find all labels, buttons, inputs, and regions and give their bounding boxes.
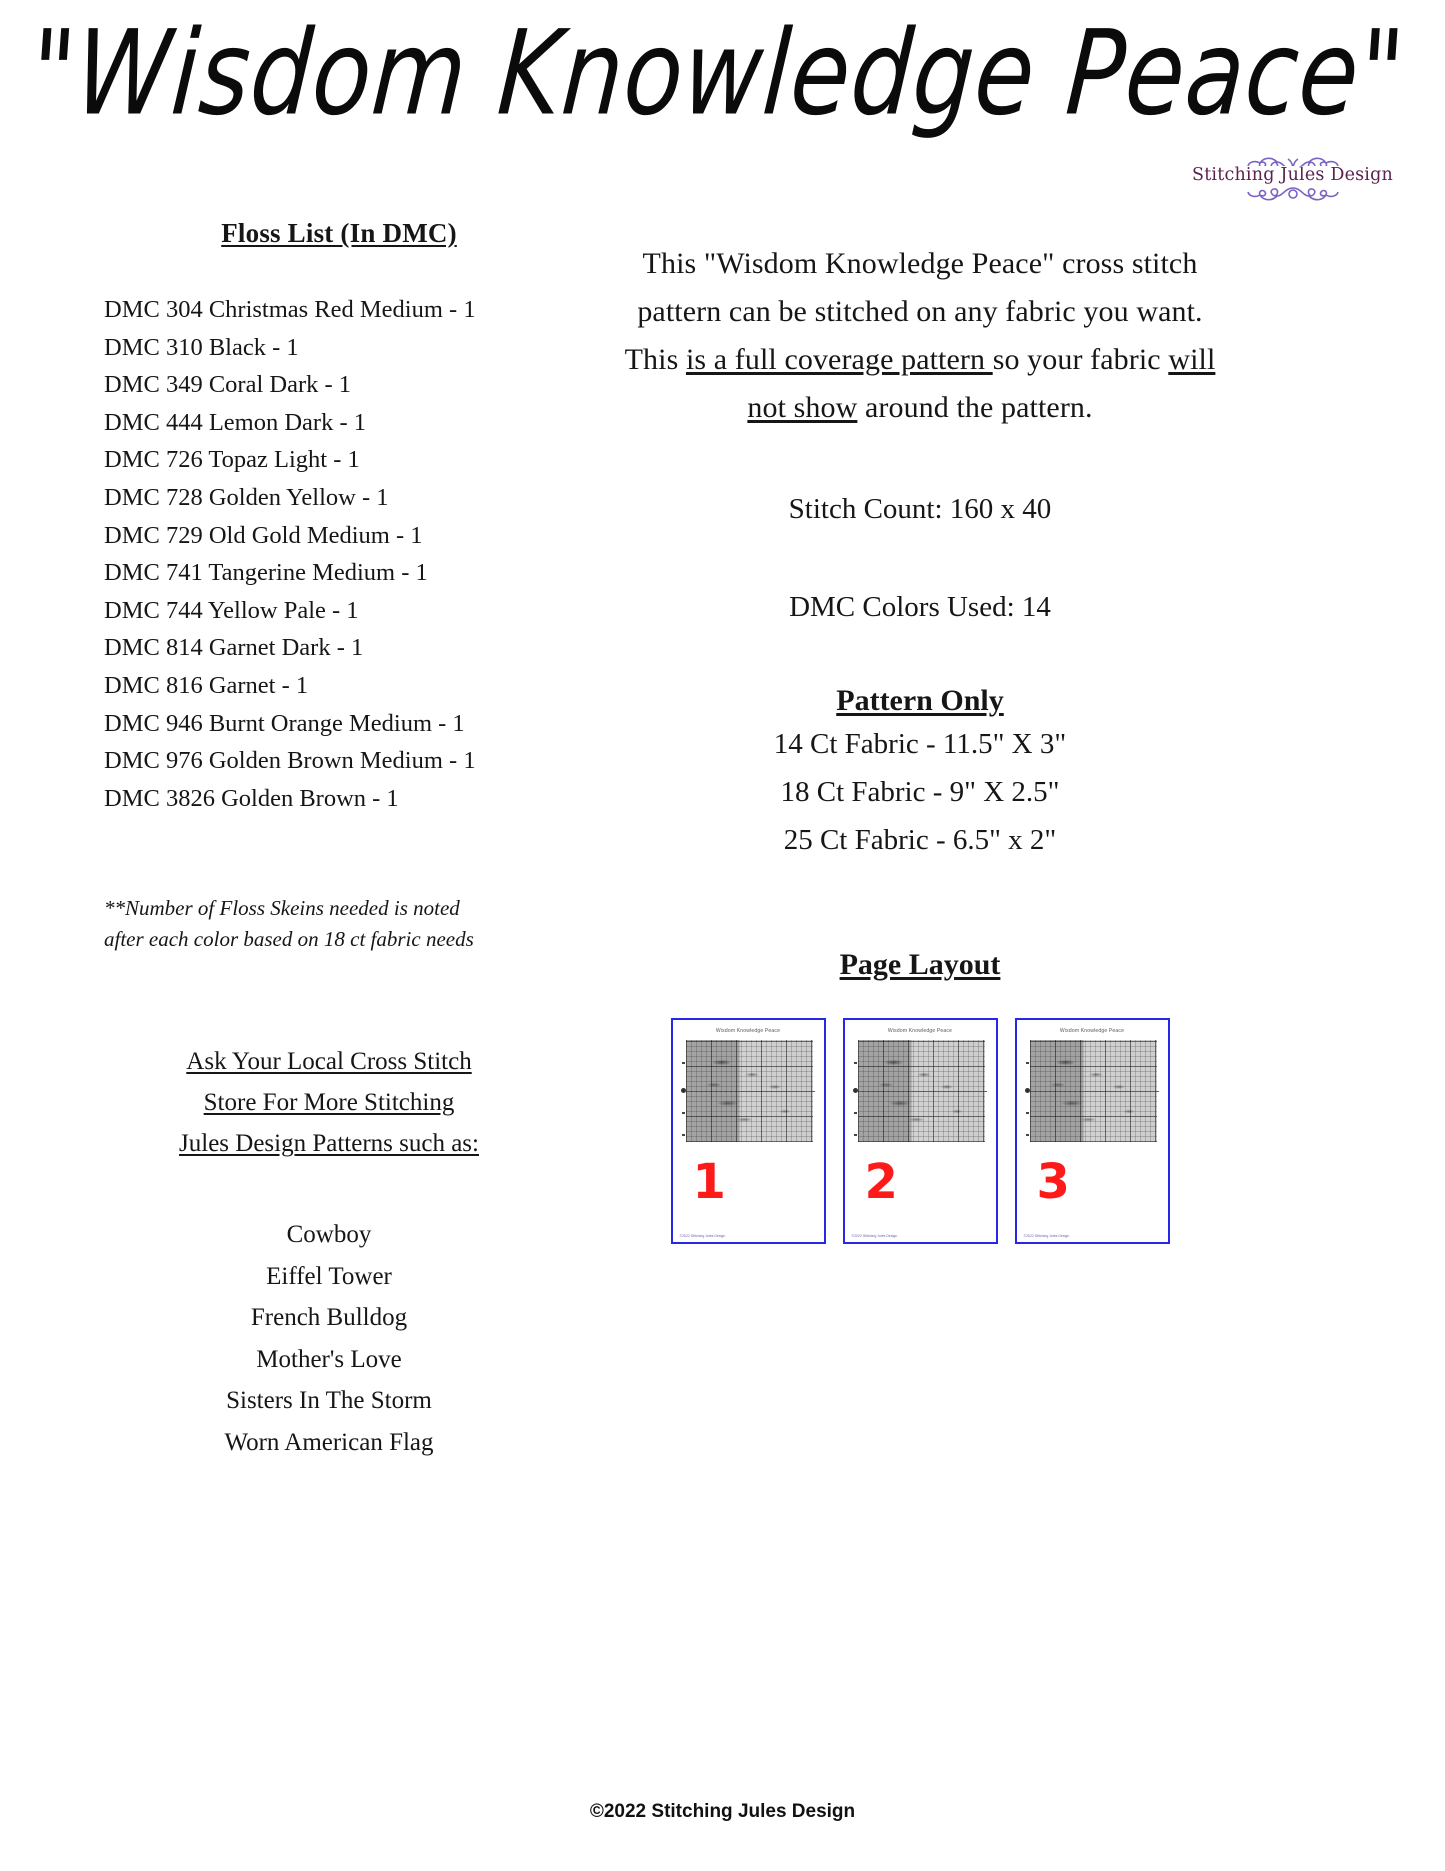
page-footer: ©2022 Stitching Jules Design: [589, 1801, 856, 1822]
list-item: DMC 741 Tangerine Medium - 1: [104, 559, 428, 587]
logo-flourish-bottom-icon: [1185, 186, 1400, 206]
row-tick-icon: [682, 1062, 685, 1064]
center-guideline: [682, 1091, 815, 1092]
logo-text: Stitching Jules Design: [1192, 165, 1393, 185]
fabric-size-list: [620, 720, 1220, 864]
list-item: Sisters In The Storm: [226, 1387, 432, 1415]
page-number: 1: [692, 1154, 726, 1210]
page-thumbnail-2[interactable]: [843, 1018, 998, 1244]
list-item: DMC 349 Coral Dark - 1: [104, 371, 352, 399]
list-item: Worn American Flag: [224, 1428, 434, 1456]
row-tick-icon: [1026, 1112, 1029, 1114]
center-marker-icon: [1025, 1088, 1030, 1093]
list-item: DMC 976 Golden Brown Medium - 1: [104, 747, 476, 775]
center-guideline: [1026, 1091, 1159, 1092]
description-part-1: This "Wisdom Knowledge Peace" cross stitch pattern can be stitched on any fabric you want. This: [624, 247, 1203, 376]
logo-flourish-top-icon: [1185, 150, 1400, 166]
list-item: DMC 726 Topaz Light - 1: [104, 446, 360, 474]
list-item: DMC 3826 Golden Brown - 1: [104, 784, 399, 812]
list-item: DMC 744 Yellow Pale - 1: [104, 596, 359, 624]
row-tick-icon: [682, 1112, 685, 1114]
list-item: French Bulldog: [250, 1304, 408, 1332]
row-tick-icon: [854, 1112, 857, 1114]
pattern-description: [620, 240, 1220, 432]
list-item: DMC 814 Garnet Dark - 1: [104, 634, 364, 662]
page-layout-thumbnails: [620, 1018, 1220, 1244]
page-number: 3: [1036, 1154, 1070, 1210]
pattern-only-heading: Pattern Only: [836, 684, 1004, 717]
page-title: "Wisdom Knowledge Peace": [26, 4, 1410, 142]
skein-note-line-2: after each color based on 18 ct fabric needs: [104, 927, 474, 952]
brand-logo: [1185, 150, 1400, 206]
floss-list: [104, 291, 574, 817]
thumbnail-title: Wisdom Knowledge Peace: [887, 1028, 953, 1034]
list-item: DMC 728 Golden Yellow - 1: [104, 483, 389, 511]
ask-local-store-block: [104, 1041, 554, 1164]
row-tick-icon: [854, 1062, 857, 1064]
left-column: [104, 218, 574, 1463]
stitch-count: Stitch Count: 160 x 40: [788, 493, 1052, 525]
ask-line-1: Ask Your Local Cross Stitch: [186, 1048, 472, 1076]
spacer: [620, 530, 1220, 586]
floss-list-heading: Floss List (In DMC): [221, 218, 457, 248]
list-item: DMC 946 Burnt Orange Medium - 1: [104, 709, 465, 737]
list-item: DMC 444 Lemon Dark - 1: [104, 408, 366, 436]
page-thumbnail-1[interactable]: [671, 1018, 826, 1244]
center-marker-icon: [853, 1088, 858, 1093]
thumbnail-footer: ©2022 Stitching Jules Design: [851, 1234, 898, 1238]
row-tick-icon: [854, 1134, 857, 1136]
thumbnail-title: Wisdom Knowledge Peace: [1059, 1028, 1125, 1034]
list-item: Mother's Love: [256, 1345, 402, 1373]
page-number: 2: [864, 1154, 898, 1210]
row-tick-icon: [1026, 1062, 1029, 1064]
skein-note: [104, 893, 524, 955]
spacer: [620, 432, 1220, 488]
list-item: DMC 304 Christmas Red Medium - 1: [104, 296, 476, 323]
list-item: DMC 729 Old Gold Medium - 1: [104, 521, 423, 549]
description-underline-1: is a full coverage pattern: [685, 343, 993, 376]
thumbnail-footer: ©2022 Stitching Jules Design: [679, 1234, 726, 1238]
row-tick-icon: [682, 1134, 685, 1136]
ask-line-2: Store For More Stitching: [203, 1089, 455, 1117]
description-part-3: around the pattern.: [857, 391, 1093, 424]
list-item: 25 Ct Fabric - 6.5" x 2": [783, 824, 1057, 856]
list-item: DMC 310 Black - 1: [104, 333, 299, 361]
center-marker-icon: [681, 1088, 686, 1093]
description-part-2: so your fabric: [992, 343, 1169, 376]
ask-line-3: Jules Design Patterns such as:: [179, 1130, 479, 1158]
page-layout-heading: Page Layout: [839, 948, 1001, 981]
list-item: 18 Ct Fabric - 9" X 2.5": [780, 776, 1060, 808]
center-guideline: [854, 1091, 987, 1092]
other-patterns-list: [104, 1214, 554, 1463]
list-item: Cowboy: [286, 1221, 372, 1249]
list-item: 14 Ct Fabric - 11.5" X 3": [773, 728, 1067, 760]
thumbnail-title: Wisdom Knowledge Peace: [715, 1028, 781, 1034]
thumbnail-footer: ©2022 Stitching Jules Design: [1023, 1234, 1070, 1238]
page-thumbnail-3[interactable]: [1015, 1018, 1170, 1244]
right-column: [620, 240, 1220, 1244]
skein-note-line-1: **Number of Floss Skeins needed is noted: [104, 896, 460, 921]
dmc-colors-used: DMC Colors Used: 14: [789, 591, 1051, 623]
description-underline-2: will not show: [747, 343, 1216, 424]
row-tick-icon: [1026, 1134, 1029, 1136]
list-item: Eiffel Tower: [266, 1262, 392, 1290]
page-title-container: [0, 4, 1445, 142]
list-item: DMC 816 Garnet - 1: [104, 671, 309, 699]
